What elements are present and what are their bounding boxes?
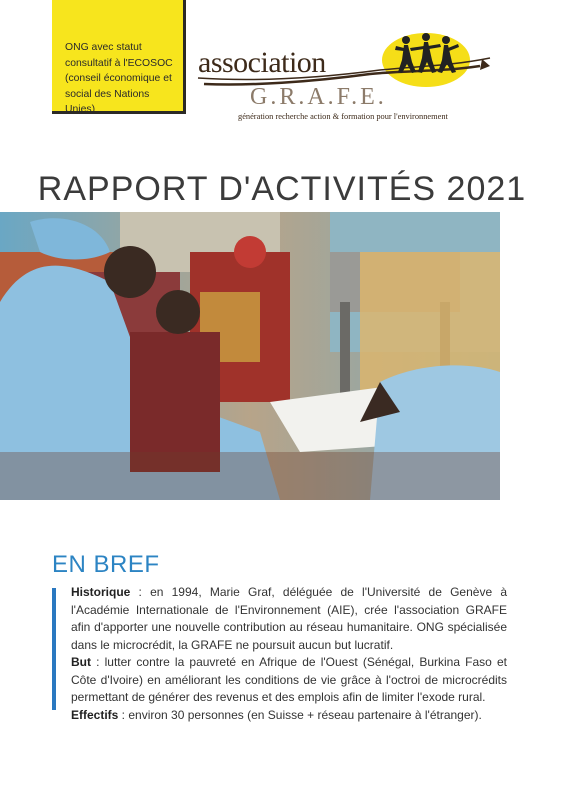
- history-label: Historique: [71, 585, 131, 599]
- ecosoc-line: consultatif à l'ECOSOC: [65, 57, 173, 69]
- grafe-logo: [190, 26, 510, 130]
- logo-word-association: association: [198, 46, 326, 79]
- ecosoc-line: (conseil économique et: [65, 73, 172, 85]
- logo-tagline: génération recherche action & formation pour l'environnement: [238, 112, 448, 121]
- goal-label: But: [71, 655, 91, 669]
- ecosoc-line: social des Nations Unies): [65, 88, 150, 116]
- cover-photo: [0, 212, 500, 505]
- logo-name: G.R.A.F.E.: [250, 84, 387, 110]
- ecosoc-line: ONG avec statut: [65, 42, 142, 53]
- history-text: : en 1994, Marie Graf, déléguée de l'Université de Genève à l'Académie Internationale de l'Environnement (AIE), crée l'association GRAFE afin d'apporter une nouvelle contribution au réseau humanitaire. ONG spécialisée dans le microcrédit, la GRAFE ne poursuit aucun but lucratif.: [71, 585, 507, 652]
- section-heading: EN BREF: [52, 551, 160, 578]
- summary-text: [71, 584, 507, 724]
- accent-bar: [52, 588, 56, 710]
- page-title: RAPPORT D'ACTIVITÉS 2021: [37, 170, 527, 208]
- ecosoc-status-box: [52, 0, 186, 114]
- goal-text: : lutter contre la pauvreté en Afrique de l'Ouest (Sénégal, Burkina Faso et Côte d'Ivoire) en améliorant les conditions de vie grâce à l'octroi de microcrédits permettant de générer des revenus et des emplois afin de limiter l'exode rural.: [71, 655, 507, 704]
- staff-text: : environ 30 personnes (en Suisse + réseau partenaire à l'étranger).: [118, 707, 482, 722]
- staff-label: Effectifs: [71, 707, 119, 722]
- group-of-women-photo-icon: [0, 212, 500, 500]
